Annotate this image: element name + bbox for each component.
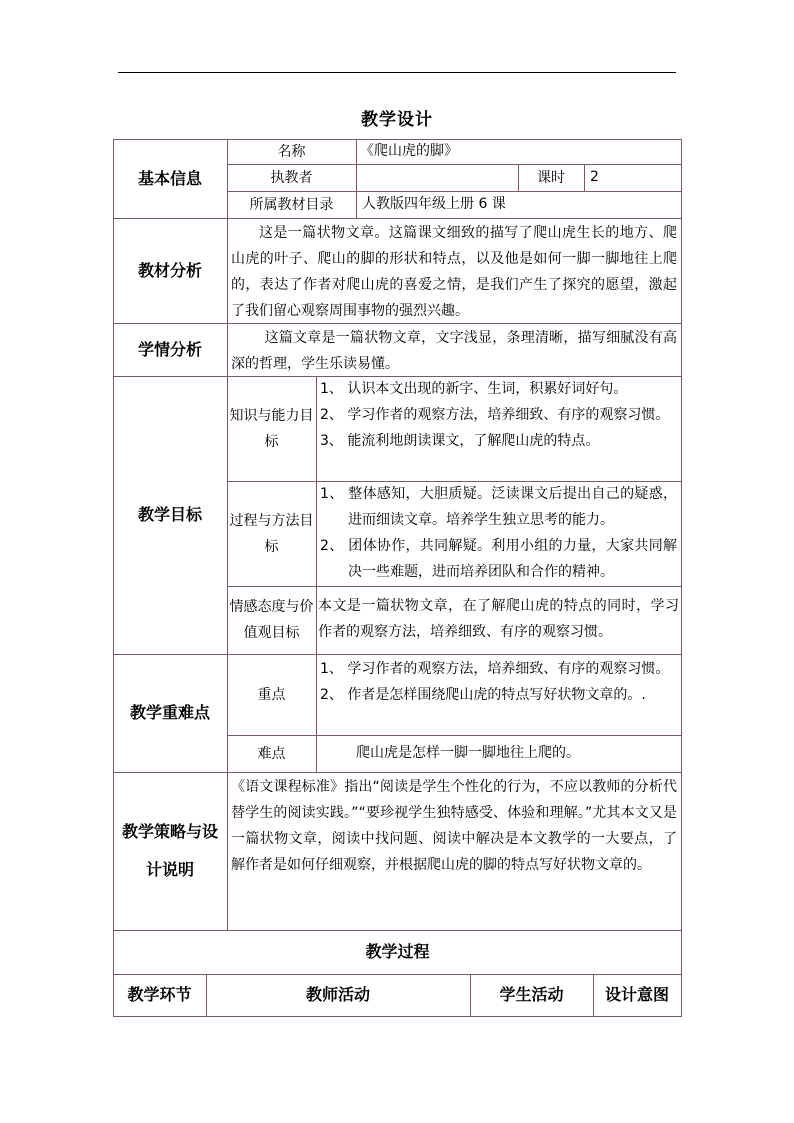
name-value: 《爬山虎的脚》: [360, 143, 458, 159]
process-objective-label: 过程与方法目标: [229, 512, 314, 555]
textbook-value: 人教版四年级上册 6 课: [362, 196, 506, 212]
hours-label: 课时: [537, 169, 565, 186]
list-item: 3、 能流利地朗读课文，了解爬山虎的特点。: [320, 433, 600, 449]
student-analysis-text: 这篇文章是一篇状物文章，文字浅显，条理清晰，描写细腻没有高深的哲理，学生乐读易懂。: [231, 330, 677, 372]
material-analysis-heading: 教材分析: [137, 260, 202, 280]
process-header-stage: 教学环节: [127, 985, 192, 1004]
list-item: 2、 团体协作，共同解疑。利用小组的力量，大家共同解决一些难题，进而培养团队和合作的精神。: [320, 538, 677, 580]
textbook-label: 所属教材目录: [249, 196, 334, 213]
document-title: 教学设计: [361, 110, 433, 130]
list-item: 1、 认识本文出现的新字、生词，积累好词好句。: [320, 381, 628, 397]
difficult-point-text: 爬山虎是怎样一脚一脚地往上爬的。: [356, 745, 580, 761]
knowledge-objective-label: 知识与能力目标: [229, 407, 314, 450]
key-point-label: 重点: [257, 686, 286, 703]
teacher-label: 执教者: [270, 169, 313, 186]
key-points-heading: 教学重难点: [129, 703, 210, 722]
knowledge-objective-list: [316, 376, 681, 481]
process-header-intent: 设计意图: [604, 985, 669, 1004]
process-header-teacher: 教师活动: [305, 985, 370, 1004]
list-item: 2、 作者是怎样围绕爬山虎的特点写好状物文章的。.: [320, 687, 646, 703]
strategy-text: 《语文课程标准》指出“阅读是学生个性化的行为，不应以教师的分析代替学生的阅读实践。”“要珍视学生独特感受、体验和理解。”尤其本文又是一篇状物文章，阅读中找问题、阅读中解决是本文教学的一大要点，了解作者是如何仔细观察，并根据爬山虎的脚的特点写好状物文章的。: [231, 779, 677, 873]
emotion-objective-text: 本文是一篇状物文章，在了解爬山虎的特点的同时，学习作者的观察方法，培养细致、有序的观察习惯。: [318, 598, 679, 640]
strategy-heading: 教学策略与设计说明: [121, 822, 218, 879]
list-item: 2、 学习作者的观察方法，培养细致、有序的观察习惯。: [320, 407, 670, 423]
list-item: 1、 整体感知，大胆质疑。泛读课文后提出自己的疑惑，进而细读文章。培养学生独立思考的能力。: [320, 486, 677, 528]
difficult-point-label: 难点: [257, 745, 286, 762]
objectives-heading: 教学目标: [137, 505, 202, 524]
list-item: 1、 学习作者的观察方法，培养细致、有序的观察习惯。: [320, 661, 670, 677]
emotion-objective-label: 情感态度与价值观目标: [229, 599, 314, 641]
student-analysis-heading: 学情分析: [137, 339, 202, 359]
key-point-list: [316, 654, 681, 735]
name-label: 名称: [277, 143, 306, 160]
teacher-value: [360, 164, 516, 191]
header-rule: [118, 72, 676, 73]
basic-info-heading: 基本信息: [137, 168, 202, 188]
hours-value: 2: [590, 169, 599, 185]
material-analysis-text: 这是一篇状物文章。这篇课文细致的描写了爬山虎生长的地方、爬山虎的叶子、爬山的脚的形状和特点，以及他是如何一脚一脚地往上爬的，表达了作者对爬山虎的喜爱之情，是我们产生了探究的愿望，激起了我们留心观察周围事物的强烈兴趣。: [231, 225, 677, 319]
process-objective-list: [316, 481, 681, 586]
process-header-student: 学生活动: [499, 985, 564, 1004]
process-title: 教学过程: [365, 942, 430, 961]
